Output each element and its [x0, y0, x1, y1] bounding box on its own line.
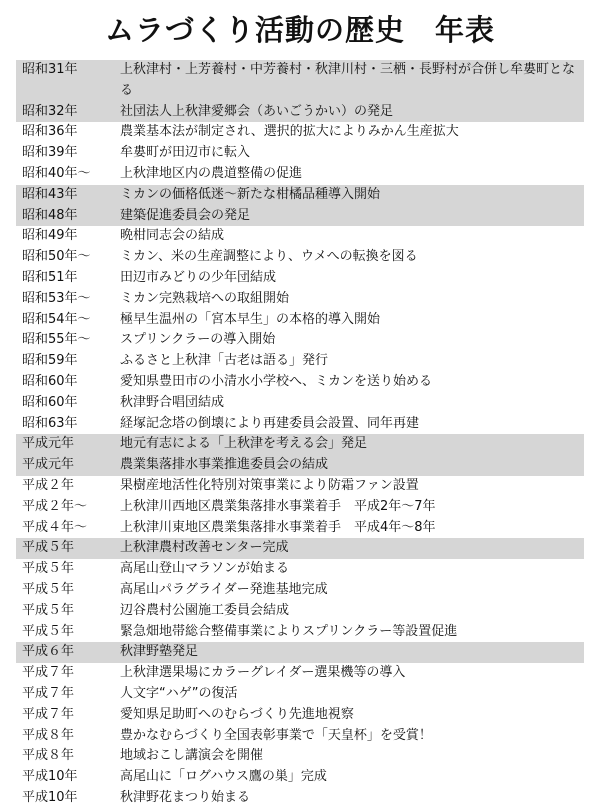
era-year: 昭和55年～ [22, 332, 91, 348]
event-description: 秋津野合唱団結成 [120, 394, 225, 410]
era-year: 昭和32年 [22, 103, 78, 119]
era-year: 平成７年 [22, 685, 75, 701]
era-year: 昭和51年 [22, 269, 78, 285]
timeline-row [16, 705, 584, 726]
timeline-row [16, 663, 584, 684]
era-year: 平成７年 [22, 706, 75, 722]
era-year: 平成10年 [22, 789, 78, 805]
event-description: 田辺市みどりの少年団結成 [120, 269, 277, 285]
era-year: 昭和60年 [22, 373, 78, 389]
era-year: 昭和49年 [22, 228, 78, 244]
timeline-row [16, 580, 584, 601]
event-description: 地域おこし講演会を開催 [120, 748, 264, 764]
event-description: 果樹産地活性化特別対策事業により防霜ファン設置 [120, 477, 419, 493]
event-description: 緊急畑地帯総合整備事業によりスプリンクラー等設置促進 [120, 623, 458, 639]
event-description: 農業基本法が制定され、選択的拡大によりみかん生産拡大 [120, 124, 459, 140]
timeline-row [16, 268, 584, 289]
timeline-row [16, 497, 584, 518]
timeline-row [16, 601, 584, 622]
event-description: 秋津野花まつり始まる [120, 789, 251, 805]
era-year: 平成５年 [22, 561, 75, 577]
era-year: 平成２年～ [22, 498, 88, 514]
event-description: 上秋津村・上芳養村・中芳養村・秋津川村・三栖・長野村が合併し牟婁町となる [120, 62, 576, 98]
event-description: 上秋津川西地区農業集落排水事業着手 平成2年～7年 [120, 498, 436, 514]
timeline-row [16, 185, 584, 206]
event-description: 高尾山登山マラソンが始まる [120, 561, 290, 577]
event-description: 上秋津選果場にカラーグレイダー選果機等の導入 [120, 665, 406, 681]
timeline-row [16, 559, 584, 580]
era-year: 昭和53年～ [22, 290, 91, 306]
timeline-row [16, 351, 584, 372]
event-description: 人文字“ハゲ”の復活 [120, 685, 238, 701]
era-year: 平成元年 [22, 436, 75, 452]
era-year: 昭和48年 [22, 207, 78, 223]
event-description: 社団法人上秋津愛郷会（あいごうかい）の発足 [120, 103, 394, 119]
history-timeline-table [16, 60, 584, 809]
era-year: 昭和31年 [22, 62, 78, 77]
era-year: 平成５年 [22, 540, 75, 556]
event-description: スプリンクラーの導入開始 [120, 332, 276, 348]
era-year: 平成元年 [22, 457, 75, 473]
event-description: 地元有志による「上秋津を考える会」発足 [120, 436, 368, 452]
era-year: 昭和60年 [22, 394, 78, 410]
timeline-row [16, 414, 584, 435]
era-year: 昭和39年 [22, 145, 78, 161]
event-description: 極早生温州の「宮本早生」の本格的導入開始 [120, 311, 381, 327]
event-description: 晩柑同志会の結成 [120, 228, 225, 244]
era-year: 平成２年 [22, 477, 75, 493]
event-description: 高尾山に「ログハウス鷹の巣」完成 [120, 769, 327, 785]
timeline-row [16, 143, 584, 164]
event-description: ミカンの価格低迷～新たな柑橘品種導入開始 [120, 186, 381, 202]
timeline-row [16, 164, 584, 185]
event-description: 上秋津川東地区農業集落排水事業着手 平成4年～8年 [120, 519, 436, 535]
event-description: 経塚記念塔の倒壊により再建委員会設置、同年再建 [120, 415, 420, 431]
timeline-row [16, 622, 584, 643]
timeline-row [16, 476, 584, 497]
timeline-row [16, 372, 584, 393]
event-description: 愛知県豊田市の小清水小学校へ、ミカンを送り始める [120, 373, 433, 389]
event-description: 牟婁町が田辺市に転入 [120, 145, 251, 161]
timeline-row [16, 538, 584, 559]
era-year: 平成５年 [22, 581, 75, 597]
timeline-row [16, 122, 584, 143]
event-description: ふるさと上秋津「古老は語る」発行 [120, 353, 329, 369]
timeline-row [16, 289, 584, 310]
timeline-row [16, 226, 584, 247]
era-year: 平成５年 [22, 623, 75, 639]
timeline-row [16, 726, 584, 747]
event-description: 上秋津地区内の農道整備の促進 [120, 165, 303, 181]
era-year: 平成５年 [22, 602, 75, 618]
timeline-row [16, 330, 584, 351]
event-description: 辺谷農村公園施工委員会結成 [120, 602, 290, 618]
event-description: ミカン完熟栽培への取組開始 [120, 290, 290, 306]
era-year: 昭和50年～ [22, 249, 91, 265]
timeline-row [16, 393, 584, 414]
page-title: ムラづくり活動の歴史 年表 [104, 13, 495, 47]
timeline-row [16, 206, 584, 227]
event-description: 愛知県足助町へのむらづくり先進地視察 [120, 706, 354, 722]
event-description: 上秋津農村改善センター完成 [120, 540, 289, 556]
timeline-row [16, 518, 584, 539]
era-year: 昭和63年 [22, 415, 78, 431]
era-year: 昭和36年 [22, 124, 78, 140]
event-description: 秋津野塾発足 [120, 644, 199, 660]
era-year: 平成10年 [22, 769, 78, 785]
era-year: 昭和43年 [22, 186, 78, 202]
era-year: 平成４年～ [22, 519, 88, 535]
era-year: 昭和59年 [22, 353, 78, 369]
timeline-row [16, 310, 584, 331]
era-year: 平成７年 [22, 665, 75, 681]
event-description: 農業集落排水事業推進委員会の結成 [120, 457, 329, 473]
era-year: 平成８年 [22, 748, 75, 764]
timeline-row [16, 60, 584, 102]
era-year: 昭和54年～ [22, 311, 91, 327]
event-description: 建築促進委員会の発足 [120, 207, 251, 223]
timeline-row [16, 684, 584, 705]
timeline-row [16, 455, 584, 476]
timeline-row [16, 102, 584, 123]
event-description: 豊かなむらづくり全国表彰事業で「天皇杯」を受賞！ [120, 727, 432, 743]
event-description: 高尾山パラグライダー発進基地完成 [120, 581, 328, 597]
timeline-row [16, 642, 584, 663]
event-description: ミカン、米の生産調整により、ウメへの転換を図る [120, 249, 418, 265]
timeline-row [16, 247, 584, 268]
timeline-row [16, 434, 584, 455]
timeline-row [16, 746, 584, 767]
era-year: 平成６年 [22, 644, 75, 660]
timeline-row [16, 767, 584, 788]
era-year: 平成８年 [22, 727, 75, 743]
era-year: 昭和40年～ [22, 165, 91, 181]
